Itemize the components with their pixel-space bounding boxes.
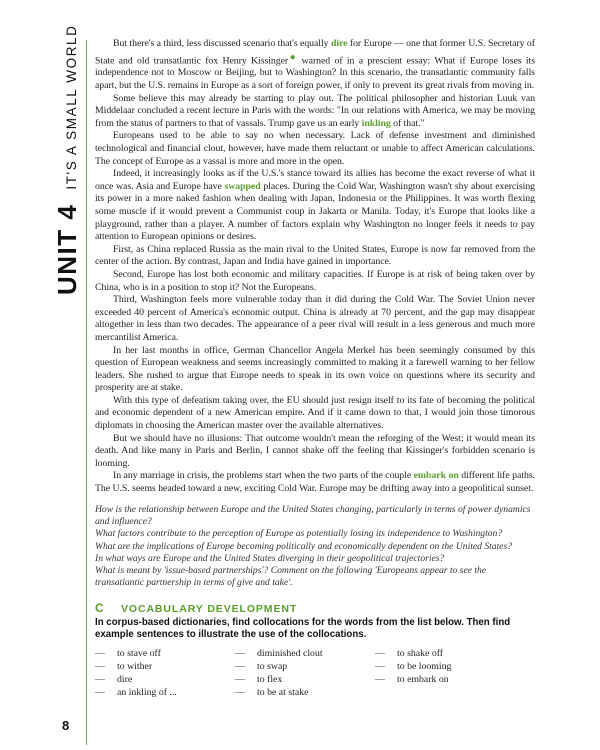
vocab-item: — to be looming: [375, 660, 452, 672]
question: What factors contribute to the perception of Europe as potentially losing its independence to Washington?: [95, 528, 503, 540]
vocab-highlight: swapped: [224, 180, 261, 192]
paragraph: First, as China replaced Russia as the main rival to the United States, Europe is now far removed from the center of the action. By contrast, Japan and India have gained in importance.: [95, 243, 535, 268]
discussion-questions: [95, 504, 535, 590]
section-title: VOCABULARY DEVELOPMENT: [121, 602, 298, 615]
paragraph: Europeans used to be able to say no when necessary. Lack of defense investment and diminished technological and financial clout, however, have made them reluctant or unable to affect American calculations. The concept of Europe as a vassal is more and more in the open.: [95, 130, 535, 167]
footnote-diamond-icon: ◆: [288, 52, 298, 61]
vocab-highlight: dire: [330, 38, 348, 49]
paragraph: But we should have no illusions: That outcome wouldn't mean the reforging of the West; it would mean its death. And like many in Paris and Berlin, I cannot shake off the feeling that Kissinger's forbidden scenario is looming.: [95, 432, 535, 469]
paragraph: In any marriage in crisis, the problems start when the two parts of the couple embark on different life paths. The U.S. seems headed toward a new, exciting Cold War. Europe may be drifting away into a geopolitical sunset.: [95, 470, 536, 495]
paragraph: Second, Europe has lost both economic and military capacities. If Europe is at risk of being taken over by China, who is in a position to stop it? Not the Europeans.: [95, 268, 535, 293]
paragraph: In her last months in office, German Chancellor Angela Merkel has been seemingly consumed by this question of European weakness and seems increasingly committed to making it a farewell warning to her fellow leaders. She rushed to argue that Europe needs to speak in its own voice on questions where its security and prosperity are at stake.: [95, 344, 535, 394]
unit-subtitle: IT'S A SMALL WORLD: [64, 24, 79, 190]
unit-label: UNIT 4: [52, 203, 82, 295]
vocab-item: — to stave off: [95, 647, 161, 659]
vocab-item: — dire: [95, 674, 133, 686]
question: In what ways are Europe and the United States diverging in their geopolitical trajectories?: [95, 552, 445, 564]
paragraph: Some believe this may already be starting to play out. The political philosopher and historian Luuk van Middelaar concluded a recent lecture in Paris with the words: "In our relations with America, we may be moving from the status of partners to that of vassals. Trump gave us an early inkling of that.": [95, 92, 535, 129]
unit-side-title: [52, 24, 82, 295]
vocab-item: — an inkling of ...: [95, 687, 177, 699]
vocab-column: [375, 647, 515, 700]
vocab-item: — to shake off: [375, 647, 444, 659]
vocab-section-header: [95, 601, 535, 615]
vocab-column: [235, 647, 375, 700]
page-content: [95, 38, 535, 700]
side-divider: [86, 40, 87, 745]
vocab-item: — to wither: [95, 660, 153, 672]
vocab-instructions: In corpus-based dictionaries, find collocations for the words from the list below. Then find example sentences to illustrate the use of the collocations.: [95, 616, 511, 641]
vocab-highlight: inkling: [361, 117, 391, 129]
page-number: 8: [62, 718, 70, 733]
paragraph: Indeed, it increasingly looks as if the U.S.'s stance toward its allies has become the exact reverse of what it once was. Asia and Europe have swapped places. During the Cold War, Washington wasn't shy about exercising its power in a more naked fashion when dealing with Japan, Indonesia or the Philippines. It was worth flexing some muscle if it would prevent a Communist coup in Jakarta or Manila. Today, it's Europe that looks like a playground, rather than a player. A number of factors explain why Washington no longer feels it needs to pay attention to European opinions or desires.: [95, 168, 536, 243]
vocab-item: — to flex: [235, 674, 283, 686]
question: What are the implications of Europe becoming politically and economically dependent on the United States?: [95, 540, 513, 552]
vocab-item: — to swap: [235, 660, 288, 672]
vocab-item: — diminished clout: [235, 647, 323, 659]
question: How is the relationship between Europe and the United States changing, particularly in terms of power dynamics and influence?: [95, 503, 531, 527]
vocab-item: — to embark on: [375, 674, 449, 686]
question: What is meant by 'issue-based partnerships'? Comment on the following 'Europeans appear to see the transatlantic partnership in terms of give and take'.: [95, 565, 487, 589]
paragraph: With this type of defeatism taking over, the EU should just resign itself to its fate of becoming the political and economic dependent of a new American empire. And if it came down to that, I would join those timorous diplomats in choosing the American master over the available alternatives.: [95, 394, 535, 432]
article-body: [95, 38, 535, 496]
vocab-item: — to be at stake: [235, 687, 309, 699]
vocab-highlight: embark on: [413, 470, 459, 482]
section-letter: C: [95, 600, 104, 615]
vocab-word-list: [95, 647, 535, 700]
paragraph: But there's a third, less discussed scenario that's equally dire for Europe — one that former U.S. Secretary of State and old transatlantic fox Henry Kissinger◆ warned of in a prescient essay: What if Europe loses its independence not to Moscow or Beijing, but to Washington? In this scenario, the transatlantic community falls apart, but the U.S. remains in Europe as a sort of foreign power, if only to prevent its great rivals from moving in.: [95, 38, 535, 92]
vocab-column: [95, 647, 235, 700]
paragraph: Third, Washington feels more vulnerable today than it did during the Cold War. The Soviet Union never exceeded 40 percent of America's economic output. China is already at 70 percent, and the gap may disappear altogether in less than two decades. The appearance of a peer rival will result in a less generous and much more mercantilist America.: [95, 294, 535, 343]
